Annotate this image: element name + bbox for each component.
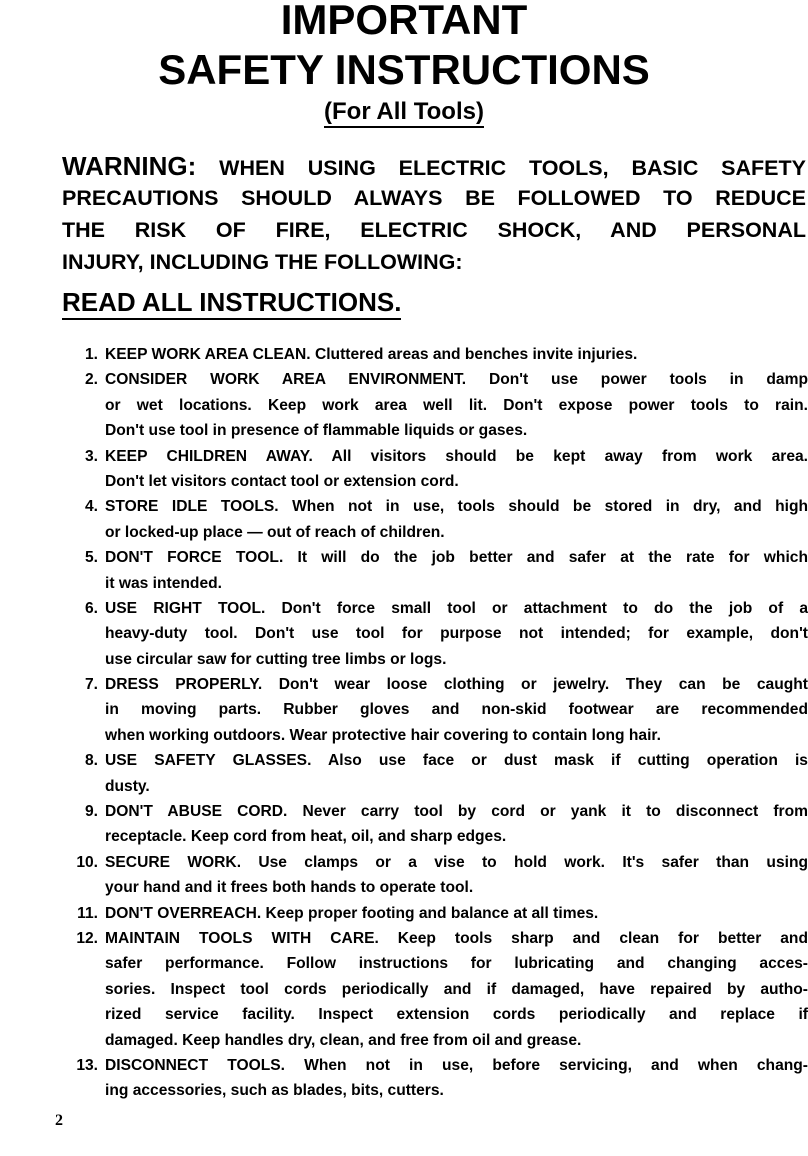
item-number: 11. [77, 904, 98, 922]
item-text-line: DON'T FORCE TOOL. It will do the job better and safer at the rate for which [105, 549, 808, 567]
item-number: 2. [84, 371, 98, 389]
item-text-line: Don't let visitors contact tool or extension cord. [105, 472, 459, 490]
item-text-line: damaged. Keep handles dry, clean, and free from oil and grease. [105, 1031, 582, 1049]
list-item [60, 367, 808, 443]
list-item [60, 342, 808, 367]
item-text-line: receptacle. Keep cord from heat, oil, and sharp edges. [105, 828, 507, 846]
item-text-line: heavy-duty tool. Don't use tool for purpose not intended; for example, don't [105, 625, 808, 643]
item-text-line: dusty. [105, 777, 150, 795]
item-text-line: Don't use tool in presence of flammable liquids or gases. [105, 422, 528, 440]
item-text-line: STORE IDLE TOOLS. When not in use, tools should be stored in dry, and high [105, 498, 808, 516]
item-text-line: DON'T ABUSE CORD. Never carry tool by cord or yank it to disconnect from [105, 803, 808, 821]
warning-text: WHEN USING ELECTRIC TOOLS, BASIC SAFETY [196, 156, 806, 180]
title-safety-instructions: SAFETY INSTRUCTIONS [158, 46, 650, 93]
subtitle-for-all-tools [0, 98, 808, 126]
item-number: 8. [84, 752, 98, 770]
item-number: 12. [76, 929, 98, 947]
item-number: 7. [84, 676, 98, 694]
item-number: 9. [84, 803, 98, 821]
item-text-line: your hand and it frees both hands to operate tool. [105, 879, 474, 897]
instruction-list [60, 342, 808, 1104]
page-number: 2 [55, 1112, 63, 1129]
item-text-line: rized service facility. Inspect extension cords periodically and replace if [105, 1006, 808, 1024]
item-text-line: when working outdoors. Wear protective hair covering to contain long hair. [105, 726, 661, 744]
item-number: 13. [76, 1056, 98, 1074]
item-text-line: USE SAFETY GLASSES. Also use face or dust mask if cutting operation is [105, 752, 808, 770]
list-item [60, 596, 808, 672]
read-all-instructions-heading: READ ALL INSTRUCTIONS. [62, 286, 401, 320]
list-item [60, 850, 808, 901]
item-text-line: or locked-up place — out of reach of children. [105, 523, 445, 541]
item-text-line: sories. Inspect tool cords periodically and if damaged, have repaired by autho- [105, 980, 808, 998]
warning-keyword: WARNING: [62, 151, 197, 181]
list-item [60, 799, 808, 850]
list-item [60, 672, 808, 748]
item-text-line: KEEP CHILDREN AWAY. All visitors should be kept away from work area. [105, 447, 808, 465]
item-text-line: USE RIGHT TOOL. Don't force small tool or attachment to do the job of a [105, 599, 808, 617]
item-text-line: MAINTAIN TOOLS WITH CARE. Keep tools sharp and clean for better and [105, 929, 808, 947]
list-item [60, 494, 808, 545]
item-text-line: in moving parts. Rubber gloves and non-skid footwear are recommended [105, 701, 808, 719]
item-number: 4. [84, 498, 98, 516]
list-item [60, 1053, 808, 1104]
item-text-line: safer performance. Follow instructions for lubricating and changing acces- [105, 955, 808, 973]
item-text-line: it was intended. [105, 574, 222, 592]
list-item [60, 545, 808, 596]
item-text-line: SECURE WORK. Use clamps or a vise to hold work. It's safer than using [105, 853, 808, 871]
item-text-line: or wet locations. Keep work area well lit. Don't expose power tools to rain. [105, 396, 808, 414]
item-number: 6. [84, 599, 98, 617]
item-number: 3. [84, 447, 98, 465]
item-text-line: CONSIDER WORK AREA ENVIRONMENT. Don't use power tools in damp [105, 371, 808, 389]
list-item [60, 748, 808, 799]
warning-block [62, 150, 806, 278]
warning-line [62, 150, 806, 182]
subtitle-text: (For All Tools) [324, 98, 484, 128]
item-number: 10. [76, 853, 98, 871]
list-item [60, 926, 808, 1053]
item-text-line: KEEP WORK AREA CLEAN. Cluttered areas and benches invite injuries. [105, 346, 638, 363]
warning-line: THE RISK OF FIRE, ELECTRIC SHOCK, AND PERSONAL [62, 218, 806, 242]
list-item [60, 901, 808, 926]
item-text-line: DRESS PROPERLY. Don't wear loose clothing or jewelry. They can be caught [105, 676, 808, 694]
item-number: 1. [84, 346, 98, 363]
warning-line: INJURY, INCLUDING THE FOLLOWING: [62, 250, 463, 274]
title-important: IMPORTANT [280, 0, 528, 43]
warning-line: PRECAUTIONS SHOULD ALWAYS BE FOLLOWED TO REDUCE [62, 186, 806, 210]
item-text-line: ing accessories, such as blades, bits, cutters. [105, 1082, 444, 1100]
item-text-line: DON'T OVERREACH. Keep proper footing and balance at all times. [105, 904, 599, 922]
item-text-line: use circular saw for cutting tree limbs or logs. [105, 650, 447, 668]
list-item [60, 444, 808, 495]
item-number: 5. [84, 549, 98, 567]
item-text-line: DISCONNECT TOOLS. When not in use, before servicing, and when chang- [105, 1056, 808, 1074]
